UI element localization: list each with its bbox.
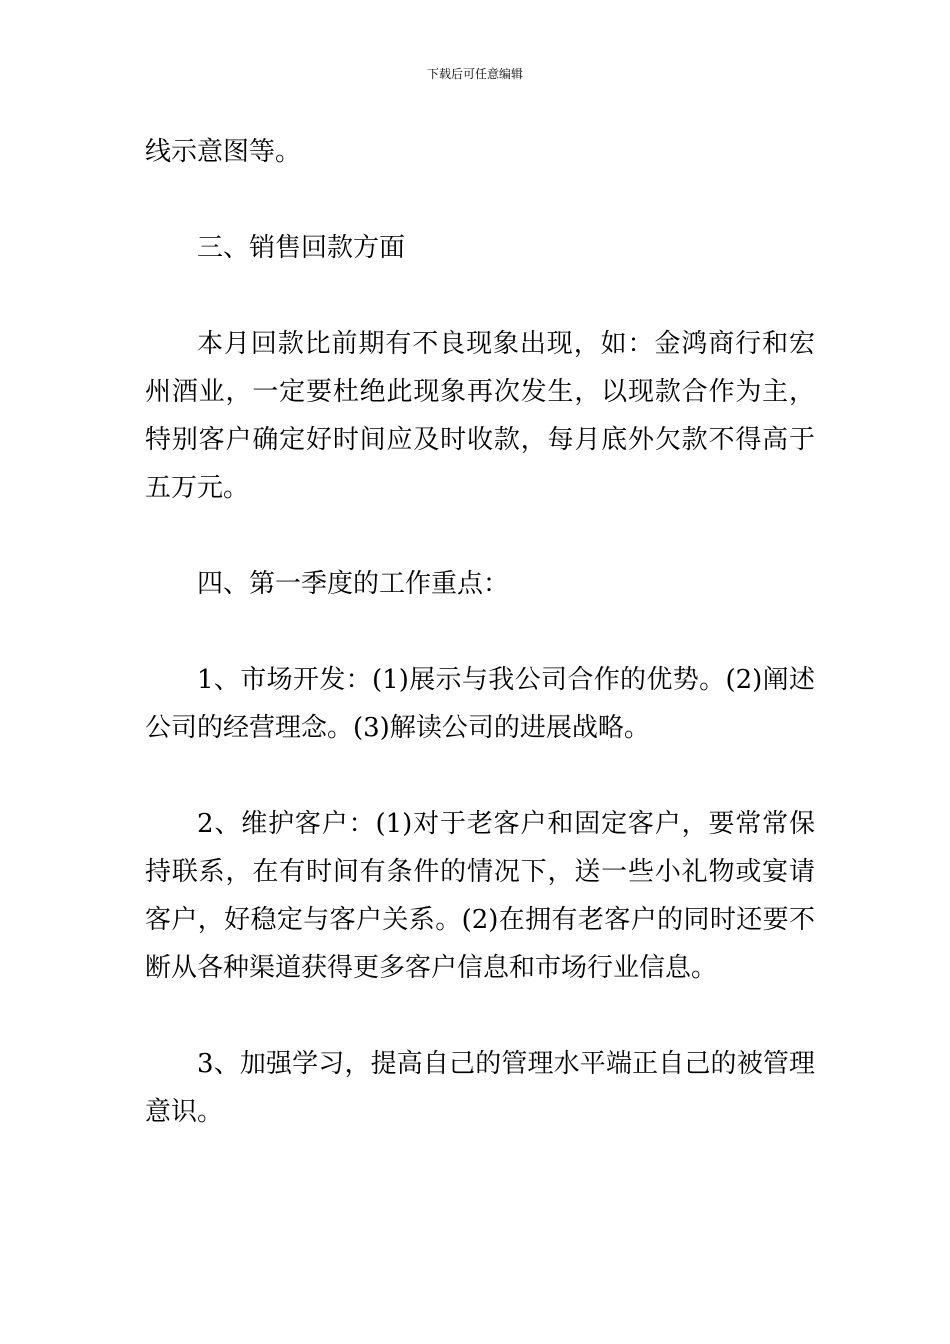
page-header-note: 下载后可任意编辑: [426, 67, 523, 81]
section-heading-q1-priorities: 四、第一季度的工作重点：: [197, 569, 510, 599]
paragraph-continuation: 线示意图等。: [145, 137, 302, 167]
section-heading-sales-collection: 三、销售回款方面: [197, 233, 406, 263]
paragraph-collection-details: 本月回款比前期有不良现象出现，如：金鸿商行和宏州酒业，一定要杜绝此现象再次发生，以现款合作为主，特别客户确定好时间应及时收款，每月底外欠款不得高于五万元。: [145, 329, 815, 503]
document-body: [145, 128, 815, 1136]
paragraph-market-development: 1、市场开发：(1)展示与我公司合作的优势。(2)阐述公司的经营理念。(3)解读公司的进展战略。: [145, 665, 815, 743]
paragraph-learning: 3、加强学习，提高自己的管理水平端正自己的被管理意识。: [145, 1049, 815, 1127]
paragraph-customer-maintenance: 2、维护客户：(1)对于老客户和固定客户，要常常保持联系，在有时间有条件的情况下，送一些小礼物或宴请客户，好稳定与客户关系。(2)在拥有老客户的同时还要不断从各种渠道获得更多客户信息和市场行业信息。: [145, 809, 815, 983]
